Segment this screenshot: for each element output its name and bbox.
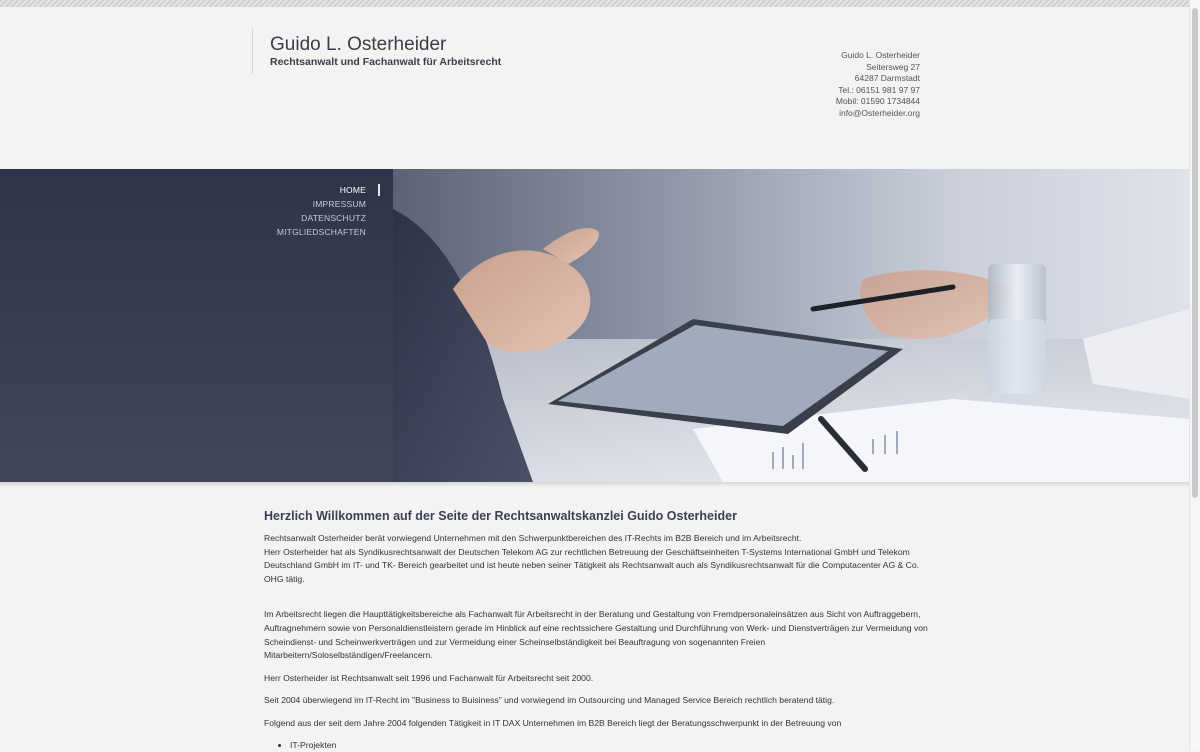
contact-name: Guido L. Osterheider xyxy=(841,50,920,60)
site-subtitle: Rechtsanwalt und Fachanwalt für Arbeitsrecht xyxy=(270,56,502,68)
main-content xyxy=(264,509,929,752)
scrollbar-thumb[interactable] xyxy=(1192,8,1198,498)
hero-image xyxy=(393,169,1190,482)
contact-city: 64287 Darmstadt xyxy=(854,73,920,84)
nav-item-impressum[interactable]: IMPRESSUM xyxy=(312,199,366,209)
header-divider xyxy=(252,28,253,74)
site-title[interactable]: Guido L. Osterheider xyxy=(270,34,447,55)
contact-block xyxy=(760,50,920,120)
contact-phone: Tel.: 06151 981 97 97 xyxy=(838,84,920,95)
contact-mobile: Mobil: 01590 1734844 xyxy=(835,96,920,107)
page-heading: Herzlich Willkommen auf der Seite der Rechtsanwaltskanzlei Guido Osterheider xyxy=(264,509,737,523)
nav-item-home[interactable]: HOME xyxy=(339,185,366,195)
paragraph-since: Herr Osterheider ist Rechtsanwalt seit 1996 und Fachanwalt für Arbeitsrecht seit 2000. xyxy=(264,672,594,683)
contact-email[interactable]: info@Osterheider.org xyxy=(839,107,920,118)
intro-line-1: Rechtsanwalt Osterheider berät vorwiegend Unternehmen mit den Schwerpunktbereichen des IT-Rechts im B2B Bereich und im Arbeitsrecht. xyxy=(264,533,802,543)
scrollbar[interactable] xyxy=(1189,0,1200,750)
paragraph-focus: Folgend aus der seit dem Jahre 2004 folgenden Tätigkeit in IT DAX Unternehmen im B2B Bereich liegt der Beratungsschwerpunkt in der Betreuung von xyxy=(264,717,842,728)
top-decorative-strip xyxy=(0,0,1200,7)
nav-item-mitgliedschaften[interactable]: MITGLIEDSCHAFTEN xyxy=(276,227,366,237)
paragraph-2004: Seit 2004 überwiegend im IT-Recht im "Business to Buisiness" und vorwiegend im Outsourcing und Managed Service Bereich rechtlich beratend tätig. xyxy=(264,695,835,706)
hero-shadow xyxy=(0,482,1190,487)
contact-street: Seitersweg 27 xyxy=(866,61,920,72)
list-item: • IT-Projekten xyxy=(290,739,929,752)
nav-item-datenschutz[interactable]: DATENSCHUTZ xyxy=(301,213,366,223)
intro-line-2: Herr Osterheider hat als Syndikusrechtsanwalt der Deutschen Telekom AG zur rechtlichen Betreuung der Geschäftseinheiten T-Systems International GmbH und Telekom Deutschland GmbH im IT- und TK- Bereich gearbeitet und ist heute neben seiner Tätigkeit als Rechtsanwalt auch als Syndikusrechtsanwalt für die Computacenter AG & Co. OHG tätig. xyxy=(264,546,920,584)
main-nav xyxy=(266,183,366,239)
paragraph-arbeitsrecht: Im Arbeitsrecht liegen die Haupttätigkeitsbereiche als Fachanwalt für Arbeitsrecht in der Beratung und Gestaltung von Fremdpersonaleinsätzen aus Sicht von Auftraggebern, Auftragnehmern sowie von Personaldienstleistern gerade im Hinblick auf eine rechtssichere Gestaltung und Durchführung von Werk- und Dienstverträgen zur Vermeidung von Scheindienst- und Scheinwerkverträgen und zur Vermeidung einer Scheinselbständigkeit bei Beauftragung von sogenannten Freien Mitarbeitern/Soloselbständigen/Freelancern. xyxy=(264,609,928,661)
hero-photo-illustration xyxy=(393,169,1190,482)
nav-active-indicator xyxy=(378,184,380,196)
